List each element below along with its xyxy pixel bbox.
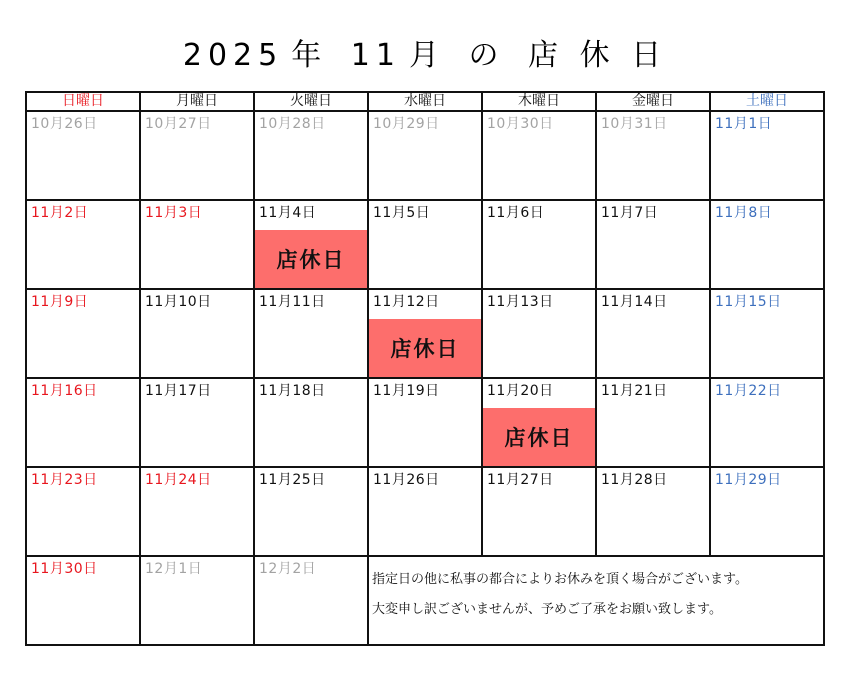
day-cell	[482, 111, 596, 200]
day-date: 11月28日	[601, 472, 668, 488]
day-cell	[596, 289, 710, 378]
day-cell	[710, 467, 824, 556]
weekday-saturday: 土曜日	[710, 92, 824, 111]
day-cell	[140, 556, 254, 645]
day-date: 11月10日	[145, 294, 212, 310]
notice-line-2: 大変申し訳ございませんが、予めご了承をお願い致します。	[372, 602, 722, 617]
week-row	[26, 200, 824, 289]
day-cell-closed	[482, 378, 596, 467]
day-cell	[368, 378, 482, 467]
day-date: 12月2日	[259, 561, 317, 577]
day-date: 11月4日	[259, 205, 317, 221]
day-date: 11月30日	[31, 561, 98, 577]
page-title	[0, 30, 850, 74]
title-particle: の	[468, 38, 505, 73]
day-date: 11月27日	[487, 472, 554, 488]
day-cell	[482, 289, 596, 378]
day-cell	[368, 111, 482, 200]
day-date: 11月7日	[601, 205, 659, 221]
day-date: 11月16日	[31, 383, 98, 399]
day-cell	[254, 111, 368, 200]
day-date: 11月6日	[487, 205, 545, 221]
day-date: 11月21日	[601, 383, 668, 399]
day-cell	[140, 378, 254, 467]
day-cell	[254, 378, 368, 467]
day-date: 11月24日	[145, 472, 212, 488]
day-cell	[26, 467, 140, 556]
day-cell-closed	[368, 289, 482, 378]
day-cell	[710, 378, 824, 467]
closed-day-badge: 店休日	[483, 408, 595, 466]
closed-day-badge: 店休日	[369, 319, 481, 377]
day-date: 11月1日	[715, 116, 773, 132]
day-cell	[368, 467, 482, 556]
week-row	[26, 111, 824, 200]
day-cell	[710, 111, 824, 200]
title-month: 11	[350, 38, 401, 73]
weekday-friday: 金曜日	[596, 92, 710, 111]
day-cell	[140, 467, 254, 556]
day-cell	[254, 556, 368, 645]
day-cell	[368, 200, 482, 289]
day-date: 11月14日	[601, 294, 668, 310]
day-cell-closed	[254, 200, 368, 289]
day-cell	[26, 378, 140, 467]
day-date: 10月27日	[145, 116, 212, 132]
day-date: 11月12日	[373, 294, 440, 310]
day-date: 12月1日	[145, 561, 203, 577]
closed-day-badge: 店休日	[255, 230, 367, 288]
day-cell	[482, 467, 596, 556]
day-date: 11月23日	[31, 472, 98, 488]
week-row	[26, 289, 824, 378]
day-date: 11月20日	[487, 383, 554, 399]
day-date: 11月11日	[259, 294, 326, 310]
title-year-unit: 年	[291, 38, 328, 73]
day-date: 11月8日	[715, 205, 773, 221]
day-date: 10月31日	[601, 116, 668, 132]
day-date: 11月13日	[487, 294, 554, 310]
weekday-tuesday: 火曜日	[254, 92, 368, 111]
day-cell	[596, 111, 710, 200]
day-cell	[596, 467, 710, 556]
day-cell	[26, 200, 140, 289]
notice-cell	[368, 556, 824, 645]
day-date: 10月26日	[31, 116, 98, 132]
day-cell	[710, 200, 824, 289]
day-cell	[26, 556, 140, 645]
week-row	[26, 556, 824, 645]
weekday-wednesday: 水曜日	[368, 92, 482, 111]
title-label: 店 休 日	[528, 38, 668, 73]
week-row	[26, 378, 824, 467]
day-cell	[26, 111, 140, 200]
title-year: 2025	[182, 38, 284, 73]
day-date: 11月9日	[31, 294, 89, 310]
day-cell	[254, 289, 368, 378]
day-date: 11月2日	[31, 205, 89, 221]
day-date: 10月29日	[373, 116, 440, 132]
day-cell	[710, 289, 824, 378]
weekday-thursday: 木曜日	[482, 92, 596, 111]
weekday-header-row	[26, 92, 824, 111]
day-cell	[140, 289, 254, 378]
day-date: 11月15日	[715, 294, 782, 310]
day-cell	[140, 111, 254, 200]
day-date: 11月26日	[373, 472, 440, 488]
day-cell	[140, 200, 254, 289]
day-date: 11月3日	[145, 205, 203, 221]
day-date: 11月19日	[373, 383, 440, 399]
day-date: 11月17日	[145, 383, 212, 399]
day-date: 11月22日	[715, 383, 782, 399]
day-cell	[26, 289, 140, 378]
day-cell	[596, 378, 710, 467]
day-date: 11月25日	[259, 472, 326, 488]
notice-text	[369, 557, 823, 625]
day-date: 11月18日	[259, 383, 326, 399]
day-cell	[482, 200, 596, 289]
day-date: 10月30日	[487, 116, 554, 132]
weekday-sunday: 日曜日	[26, 92, 140, 111]
weekday-monday: 月曜日	[140, 92, 254, 111]
day-date: 11月5日	[373, 205, 431, 221]
title-month-unit: 月	[408, 38, 445, 73]
notice-line-1: 指定日の他に私事の都合によりお休みを頂く場合がございます。	[372, 572, 748, 587]
calendar-table	[25, 91, 825, 646]
day-cell	[254, 467, 368, 556]
day-date: 10月28日	[259, 116, 326, 132]
day-cell	[596, 200, 710, 289]
week-row	[26, 467, 824, 556]
day-date: 11月29日	[715, 472, 782, 488]
